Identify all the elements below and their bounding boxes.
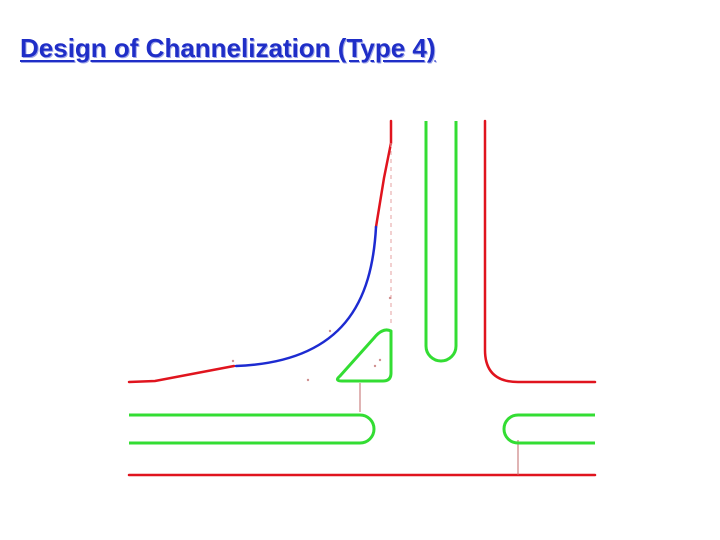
slide-title: Design of Channelization (Type 4)	[20, 33, 436, 63]
islands	[129, 121, 595, 443]
construction-point	[307, 379, 309, 381]
major-road-north-edge-left	[129, 366, 234, 382]
construction-point	[329, 330, 331, 332]
left-turn-taper-curve	[236, 227, 376, 366]
construction-point	[379, 359, 381, 361]
construction-marks	[232, 297, 391, 381]
pavement-edges	[129, 121, 595, 475]
construction-point	[389, 297, 391, 299]
median-island-north[interactable]	[426, 121, 456, 361]
construction-point	[232, 360, 234, 362]
minor-road-right-edge	[485, 121, 595, 382]
construction-point	[374, 365, 376, 367]
minor-road-left-edge-upper	[376, 121, 391, 227]
median-island-west[interactable]	[129, 415, 374, 443]
channelizing-triangular-island[interactable]	[337, 330, 391, 381]
median-island-east[interactable]	[504, 415, 595, 443]
reference-lines	[360, 143, 518, 475]
